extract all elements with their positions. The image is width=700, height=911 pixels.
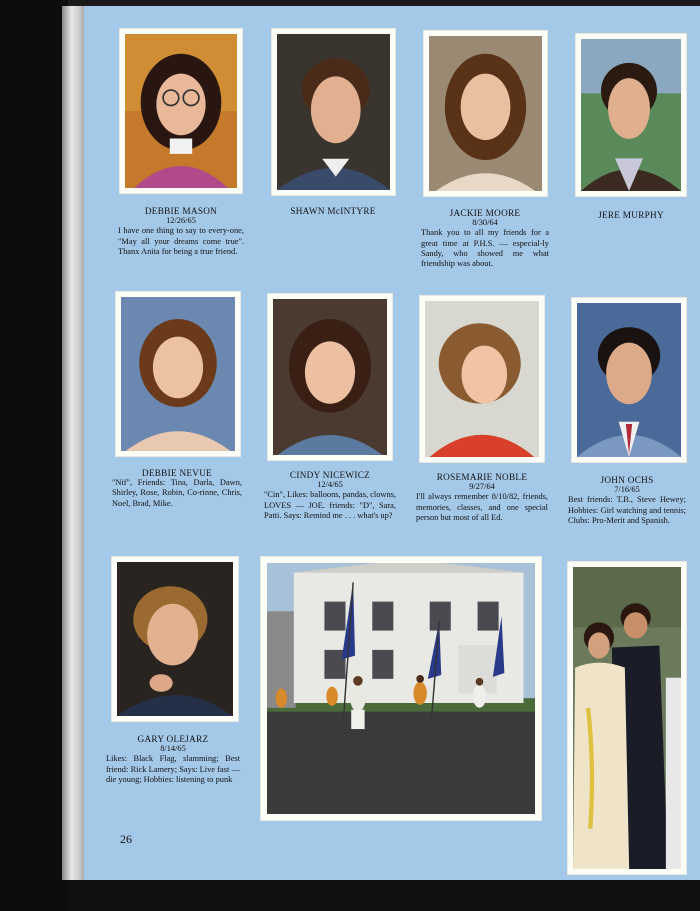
portrait-photo [120,29,242,193]
senior-bio: Best friends: T.B., Steve Hewey; Hobbies: Girl watching and tennis; Clubs: Pro-Merit and Spanish. [568,495,686,525]
book-spine-shadow [0,0,68,911]
senior-name: GARY OLEJARZ [137,734,209,744]
senior-birthdate: 8/30/64 [472,218,498,228]
senior-caption [264,470,396,521]
portrait-photo [420,296,544,462]
senior-birthdate: 12/4/65 [317,480,343,490]
senior-caption [112,468,242,509]
senior-name: DEBBIE NEVUE [141,468,213,478]
senior-caption [106,734,240,785]
senior-bio: "Cin", Likes: balloons, pandas, clowns, LOVES — JOE. friends: "D", Sara, Patti. Says: Remind me . . . what's up? [264,490,396,520]
senior-bio: I'll always remember 8/10/82, friends, memories, classes, and one special person but most of all Ed. [416,492,548,522]
senior-name: SHAWN McINTYRE [290,206,376,216]
senior-name: CINDY NICEWICZ [289,470,371,480]
senior-bio: I have one thing to say to every-one, "May all your dreams come true". Thanx Anita for being a true friend. [118,226,244,256]
senior-caption [421,208,549,269]
senior-name: JERE MURPHY [598,210,664,220]
portrait-photo [424,31,547,196]
senior-bio: Thank you to all my friends for a great time at P.H.S. — especial-ly Sandy, who showed me what friendship was about. [421,228,549,269]
bottom-shadow [68,880,700,911]
senior-bio: Likes: Black Flag, slamming; Best friend: Rick Lamery; Says: Live fast — die young; Hobbies: listening to punk [106,754,240,784]
portrait-photo [268,294,392,460]
senior-caption [270,206,396,216]
candid-photo [568,562,686,874]
page-edge [62,6,86,880]
senior-bio: "Nif", Friends: Tina, Darla, Dawn, Shirley, Rose, Robin, Co-rinne, Chris, Noel, Brad, Mike. [112,478,242,508]
parade-candid-photo [261,557,541,820]
senior-caption [568,475,686,526]
senior-caption [416,472,548,523]
portrait-photo [116,292,240,456]
portrait-photo [272,29,395,195]
senior-birthdate: 12/26/65 [166,216,196,226]
senior-name: ROSEMARIE NOBLE [436,472,528,482]
senior-caption [118,206,244,257]
senior-name: DEBBIE MASON [144,206,218,216]
senior-birthdate: 7/16/65 [614,485,640,495]
senior-caption [576,210,686,220]
portrait-photo [572,298,686,462]
senior-birthdate: 9/27/64 [469,482,495,492]
senior-name: JOHN OCHS [600,475,654,485]
senior-name: JACKIE MOORE [449,208,521,218]
portrait-photo [576,34,686,196]
page-number: 26 [120,832,132,846]
portrait-photo [112,557,238,721]
senior-birthdate: 8/14/65 [160,744,186,754]
